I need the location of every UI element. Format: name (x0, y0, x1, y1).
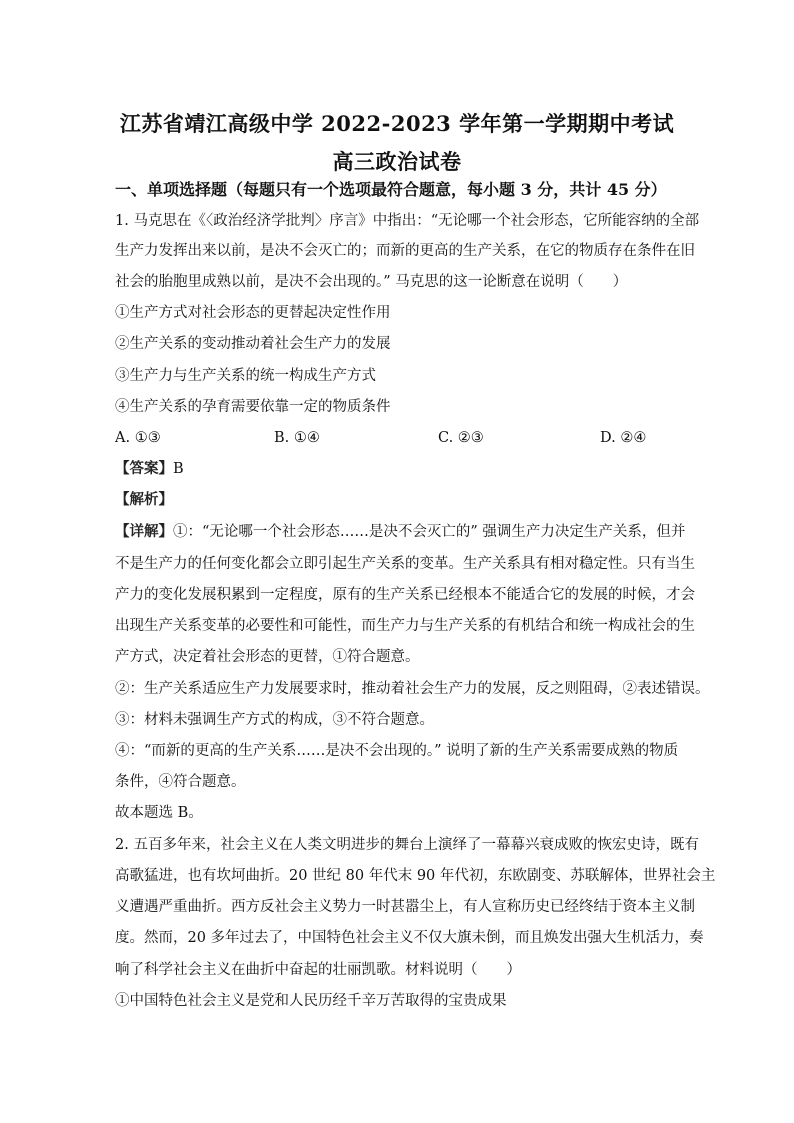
q1-item: ①生产方式对社会形态的更替起决定性作用 (115, 305, 391, 321)
q1-item: ②生产关系的变动推动着社会生产力的发展 (115, 336, 391, 352)
detail-tag: 【详解】 (115, 523, 173, 540)
q1-option-a: A. ①③ (115, 430, 161, 446)
q1-detail-line: ③：材料未强调生产方式的构成，③不符合题意。 (115, 712, 434, 728)
q1-answer (115, 459, 184, 479)
q2-stem-line: 高歌猛进，也有坎坷曲折。20 世纪 80 年代末 90 年代初，东欧剧变、苏联解体，世界社会主 (115, 868, 716, 884)
answer-tag: 【答案】 (115, 460, 173, 477)
q1-item: ③生产力与生产关系的统一构成生产方式 (115, 368, 376, 384)
detail-text: ①：“无论哪一个社会形态……是决不会灭亡的” 强调生产力决定生产关系，但并 (173, 524, 686, 540)
q1-detail-line: 产方式，决定着社会形态的更替，①符合题意。 (115, 649, 420, 665)
q1-analysis-heading (115, 490, 173, 510)
q2-item: ①中国特色社会主义是党和人民历经千辛万苦取得的宝贵成果 (115, 993, 507, 1009)
exam-subtitle: 高三政治试卷 (332, 149, 462, 174)
exam-title: 江苏省靖江高级中学 2022-2023 学年第一学期期中考试 (119, 111, 675, 136)
q1-option-b: B. ①④ (274, 430, 320, 446)
q1-stem-line: 生产力发挥出来以前，是决不会灭亡的；而新的更高的生产关系，在它的物质存在条件在旧 (115, 243, 695, 259)
q1-conclusion: 故本题选 B。 (115, 805, 203, 821)
q1-detail-line: ②：生产关系适应生产力发展要求时，推动着社会生产力的发展，反之则阻碍，②表述错误。 (115, 681, 710, 697)
analysis-tag: 【解析】 (115, 491, 173, 508)
q1-option-c: C. ②③ (438, 430, 484, 446)
q1-item: ④生产关系的孕育需要依靠一定的物质条件 (115, 399, 391, 415)
q1-detail-line: 不是生产力的任何变化都会立即引起生产关系的变革。生产关系具有相对稳定性。只有当生 (115, 556, 695, 572)
q2-stem-line: 2. 五百多年来，社会主义在人类文明进步的舞台上演绎了一幕幕兴衰成败的恢宏史诗，既有 (115, 837, 699, 853)
q1-option-d: D. ②④ (600, 430, 647, 446)
q1-detail-line (115, 522, 685, 542)
q2-stem-line: 义遭遇严重曲折。西方反社会主义势力一时甚嚣尘上，有人宣称历史已经终结于资本主义制 (115, 899, 695, 915)
q1-detail-line: 条件，④符合题意。 (115, 774, 246, 790)
q1-detail-line: 产力的变化发展积累到一定程度，原有的生产关系已经根本不能适合它的发展的时候，才会 (115, 587, 695, 603)
q2-stem-line: 响了科学社会主义在曲折中奋起的壮丽凯歌。材料说明（ ） (115, 962, 521, 978)
q1-stem-line: 1. 马克思在《〈政治经济学批判〉序言》中指出：“无论哪一个社会形态，它所能容纳的全部 (115, 213, 700, 229)
q1-detail-line: 出现生产关系变革的必要性和可能性，而生产力与生产关系的有机结合和统一构成社会的生 (115, 618, 695, 634)
q1-detail-line: ④：“而新的更高的生产关系……是决不会出现的。” 说明了新的生产关系需要成熟的物质 (115, 743, 679, 759)
answer-value: B (173, 461, 184, 477)
section-heading: 一、单项选择题（每题只有一个选项最符合题意，每小题 3 分，共计 45 分） (115, 180, 667, 199)
q2-stem-line: 度。然而，20 多年过去了，中国特色社会主义不仅大旗未倒，而且焕发出强大生机活力，奏 (115, 930, 704, 946)
q1-stem-line: 社会的胎胞里成熟以前，是决不会出现的。” 马克思的这一论断意在说明（ ） (115, 274, 628, 290)
